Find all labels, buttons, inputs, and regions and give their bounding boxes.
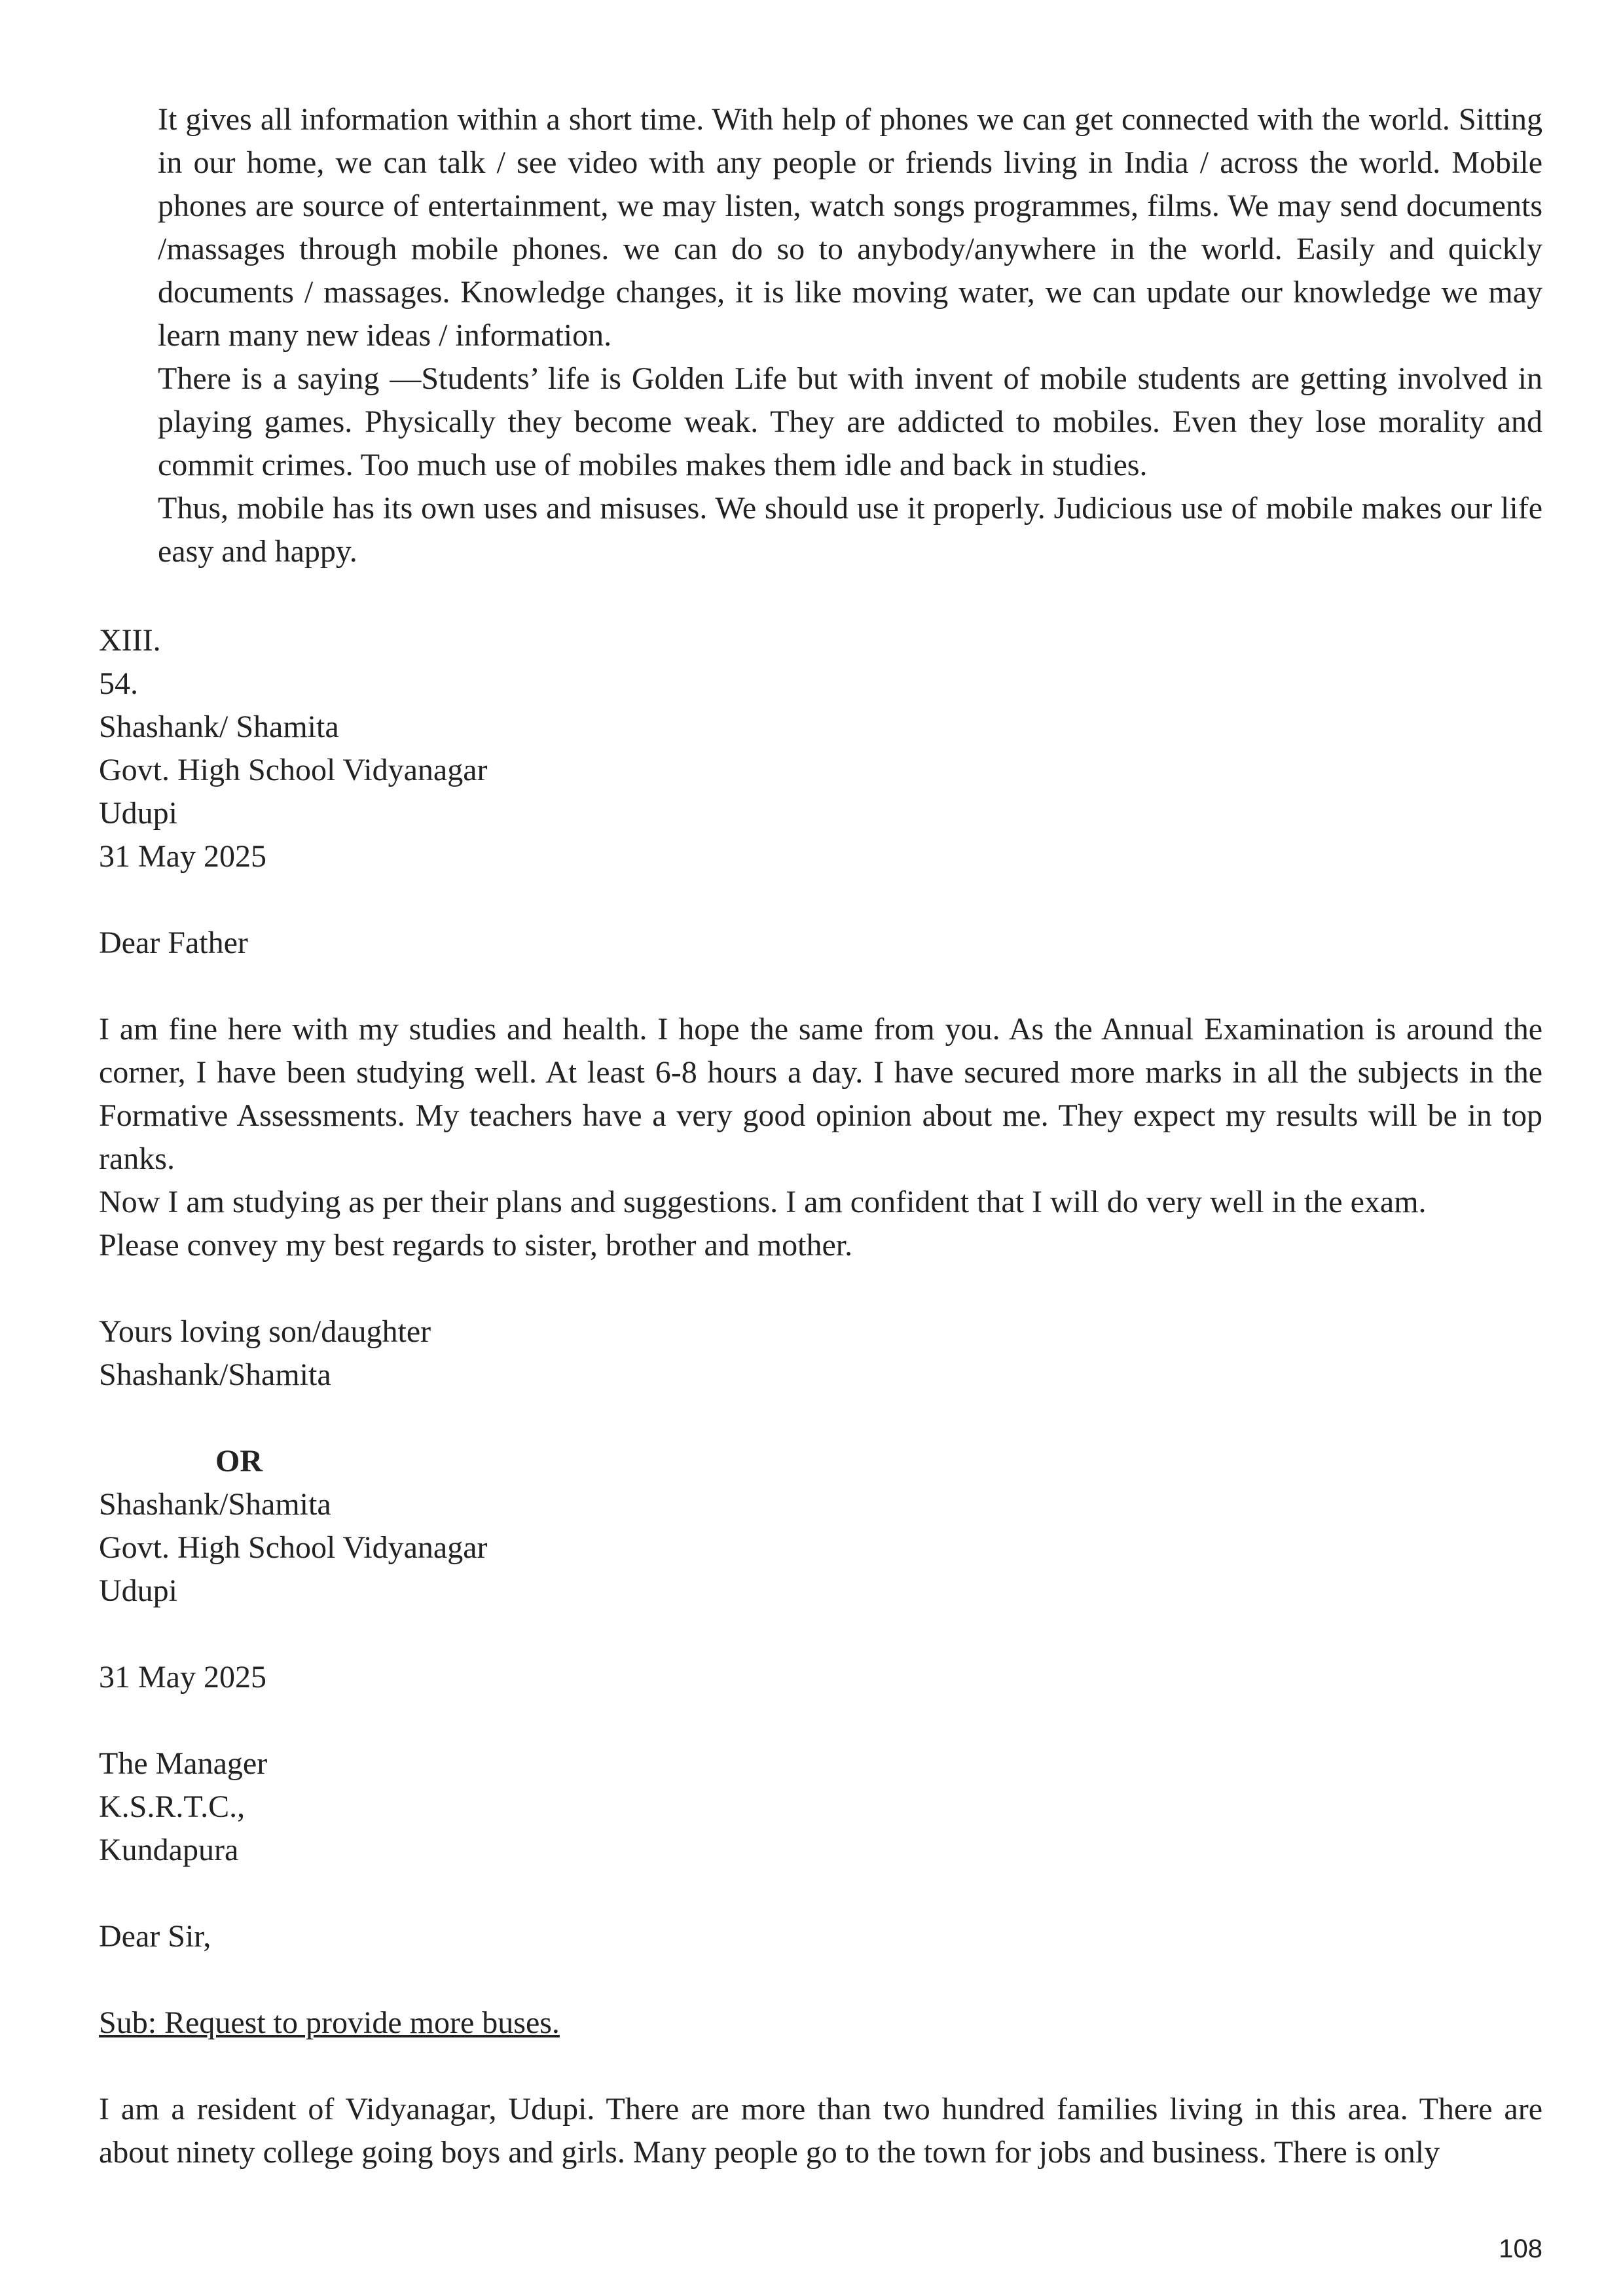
section-number: XIII. — [99, 623, 161, 658]
recipient-city: Kundapura — [99, 1833, 239, 1867]
letter-date: 31 May 2025 — [99, 839, 266, 874]
sender-school: Govt. High School Vidyanagar — [99, 1530, 488, 1565]
question-number: 54. — [99, 666, 138, 701]
closing: Yours loving son/daughter — [99, 1314, 431, 1349]
essay-paragraph: It gives all information within a short time. With help of phones we can get connected with the world. Sitting in our home, we can talk / see video with any people or friends living in India / across the world. Mobile phones are source of entertainment, we may listen, watch songs programmes, films. We may send documents /massages through mobile phones. we can do so to anybody/anywhere in the world. Easily and quickly documents / massages. Knowledge changes, it is like moving water, we can update our knowledge we may learn many new ideas / information. — [158, 102, 1542, 353]
letter-section — [99, 619, 1542, 2174]
sender-school: Govt. High School Vidyanagar — [99, 753, 488, 787]
sender-name: Shashank/Shamita — [99, 1487, 331, 1522]
salutation: Dear Father — [99, 925, 248, 960]
essay-continuation — [158, 98, 1542, 573]
essay-paragraph: There is a saying ―Students’ life is Golden Life but with invent of mobile students are getting involved in playing games. Physically they become weak. They are addicted to mobiles. Even they lose morality and commit crimes. Too much use of mobiles makes them idle and back in studies. — [158, 361, 1542, 482]
sender-city: Udupi — [99, 796, 177, 831]
sender-city: Udupi — [99, 1573, 177, 1608]
salutation: Dear Sir, — [99, 1919, 211, 1954]
recipient-organization: K.S.R.T.C., — [99, 1789, 246, 1824]
letter-body-line: Now I am studying as per their plans and suggestions. I am confident that I will do very well in the exam. — [99, 1185, 1427, 1219]
or-divider: OR — [215, 1444, 263, 1479]
recipient-title: The Manager — [99, 1746, 268, 1781]
letter-date: 31 May 2025 — [99, 1660, 266, 1695]
signature: Shashank/Shamita — [99, 1357, 331, 1392]
sender-name: Shashank/ Shamita — [99, 709, 339, 744]
letter-body: I am fine here with my studies and health. I hope the same from you. As the Annual Examination is around the corner, I have been studying well. At least 6-8 hours a day. I have secured more marks in all the subjects in the Formative Assessments. My teachers have a very good opinion about me. They expect my results will be in top ranks. — [99, 1012, 1542, 1176]
subject-line: Sub: Request to provide more buses. — [99, 2005, 560, 2040]
letter-body: I am a resident of Vidyanagar, Udupi. There are more than two hundred families living in this area. There are about ninety college going boys and girls. Many people go to the town for jobs and business. There is only — [99, 2092, 1542, 2170]
letter-to-father — [99, 706, 1542, 1397]
letter-to-manager — [99, 1483, 1542, 2174]
letter-body-line: Please convey my best regards to sister, brother and mother. — [99, 1228, 853, 1263]
essay-paragraph: Thus, mobile has its own uses and misuses. We should use it properly. Judicious use of mobile makes our life easy and happy. — [158, 491, 1542, 569]
page-number: 108 — [1499, 2234, 1542, 2263]
